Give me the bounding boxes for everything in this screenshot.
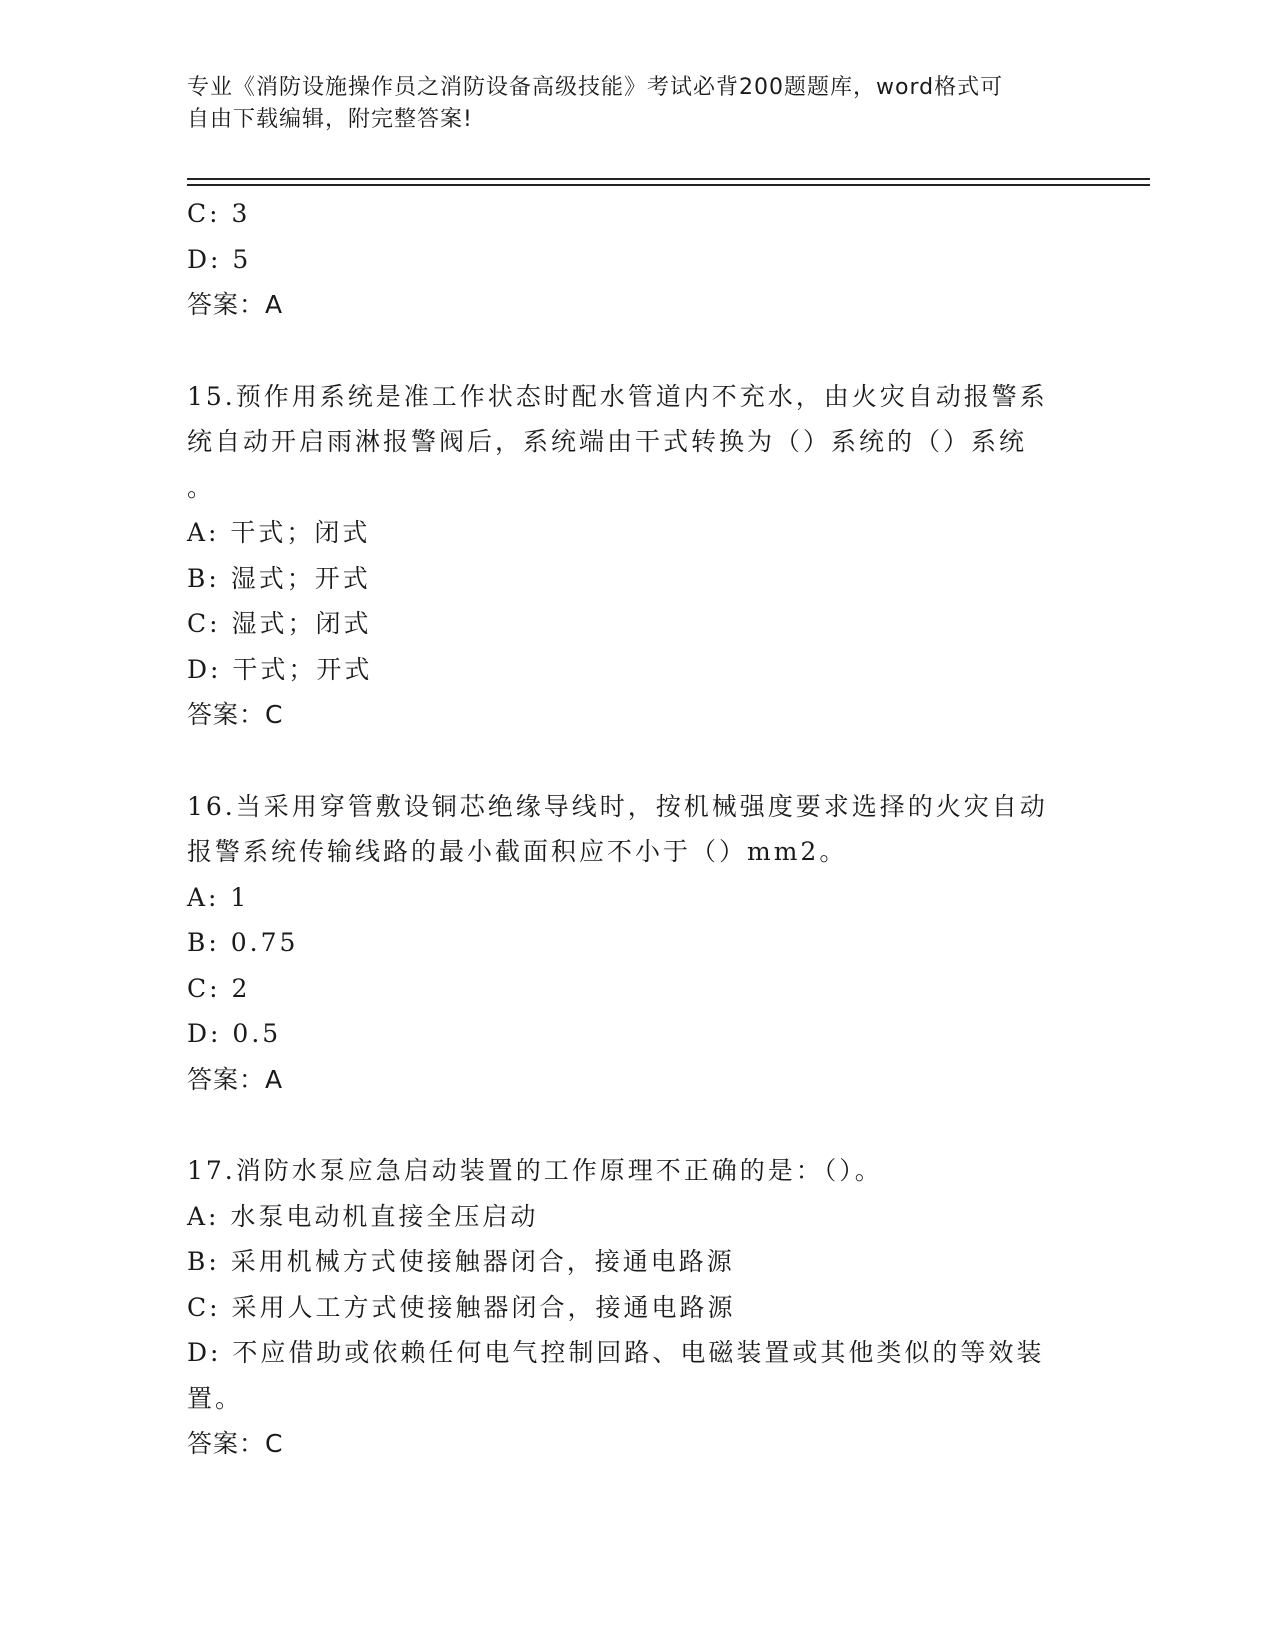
option-d: D: 不应借助或依赖任何电气控制回路、电磁装置或其他类似的等效装 <box>187 1338 1045 1367</box>
option-c: C: 2 <box>187 973 251 1003</box>
option-c: C: 采用人工方式使接触器闭合，接通电路源 <box>187 1292 736 1322</box>
option-d: D: 0.5 <box>187 1019 282 1048</box>
answer: 答案：A <box>187 1064 284 1094</box>
option-c: C: 湿式；闭式 <box>187 609 372 638</box>
document-header <box>187 72 1067 136</box>
option-d-continued: 置。 <box>187 1383 244 1413</box>
answer: 答案：A <box>187 290 284 319</box>
header-line-1: 专业《消防设施操作员之消防设备高级技能》考试必背200题题库，word格式可 <box>187 75 1004 100</box>
question-text-line: 16.当采用穿管敷设铜芯绝缘导线时，按机械强度要求选择的火灾自动 <box>187 791 1048 821</box>
option-a: A: 1 <box>187 882 250 912</box>
document-body <box>187 191 1087 1467</box>
question-text-line: 15.预作用系统是准工作状态时配水管道内不充水，由火灾自动报警系 <box>187 381 1048 411</box>
option-a: A: 水泵电动机直接全压启动 <box>187 1201 539 1231</box>
header-rule-bottom <box>187 184 1150 186</box>
answer: 答案：C <box>187 700 284 729</box>
question-text-line: 17.消防水泵应急启动装置的工作原理不正确的是：（）。 <box>187 1156 883 1185</box>
answer: 答案：C <box>187 1429 284 1458</box>
option-b: B: 0.75 <box>187 928 299 957</box>
question-text-line: 报警系统传输线路的最小截面积应不小于（）mm2。 <box>187 837 848 866</box>
option-a: A: 干式；闭式 <box>187 518 371 547</box>
previous-question-tail <box>187 191 1087 328</box>
option-d: D: 5 <box>187 244 252 274</box>
option-d: D: 干式；开式 <box>187 654 373 684</box>
question-17 <box>187 1148 1087 1467</box>
question-text-line: 。 <box>187 472 216 502</box>
option-c: C: 3 <box>187 199 251 228</box>
header-rule-top <box>187 178 1150 180</box>
question-16 <box>187 784 1087 1103</box>
header-line-2: 自由下载编辑，附完整答案! <box>187 107 473 132</box>
question-text-line: 统自动开启雨淋报警阀后，系统端由干式转换为（）系统的（）系统 <box>187 427 1028 456</box>
option-b: B: 采用机械方式使接触器闭合，接通电路源 <box>187 1247 735 1276</box>
option-b: B: 湿式；开式 <box>187 563 371 593</box>
question-15 <box>187 374 1087 738</box>
